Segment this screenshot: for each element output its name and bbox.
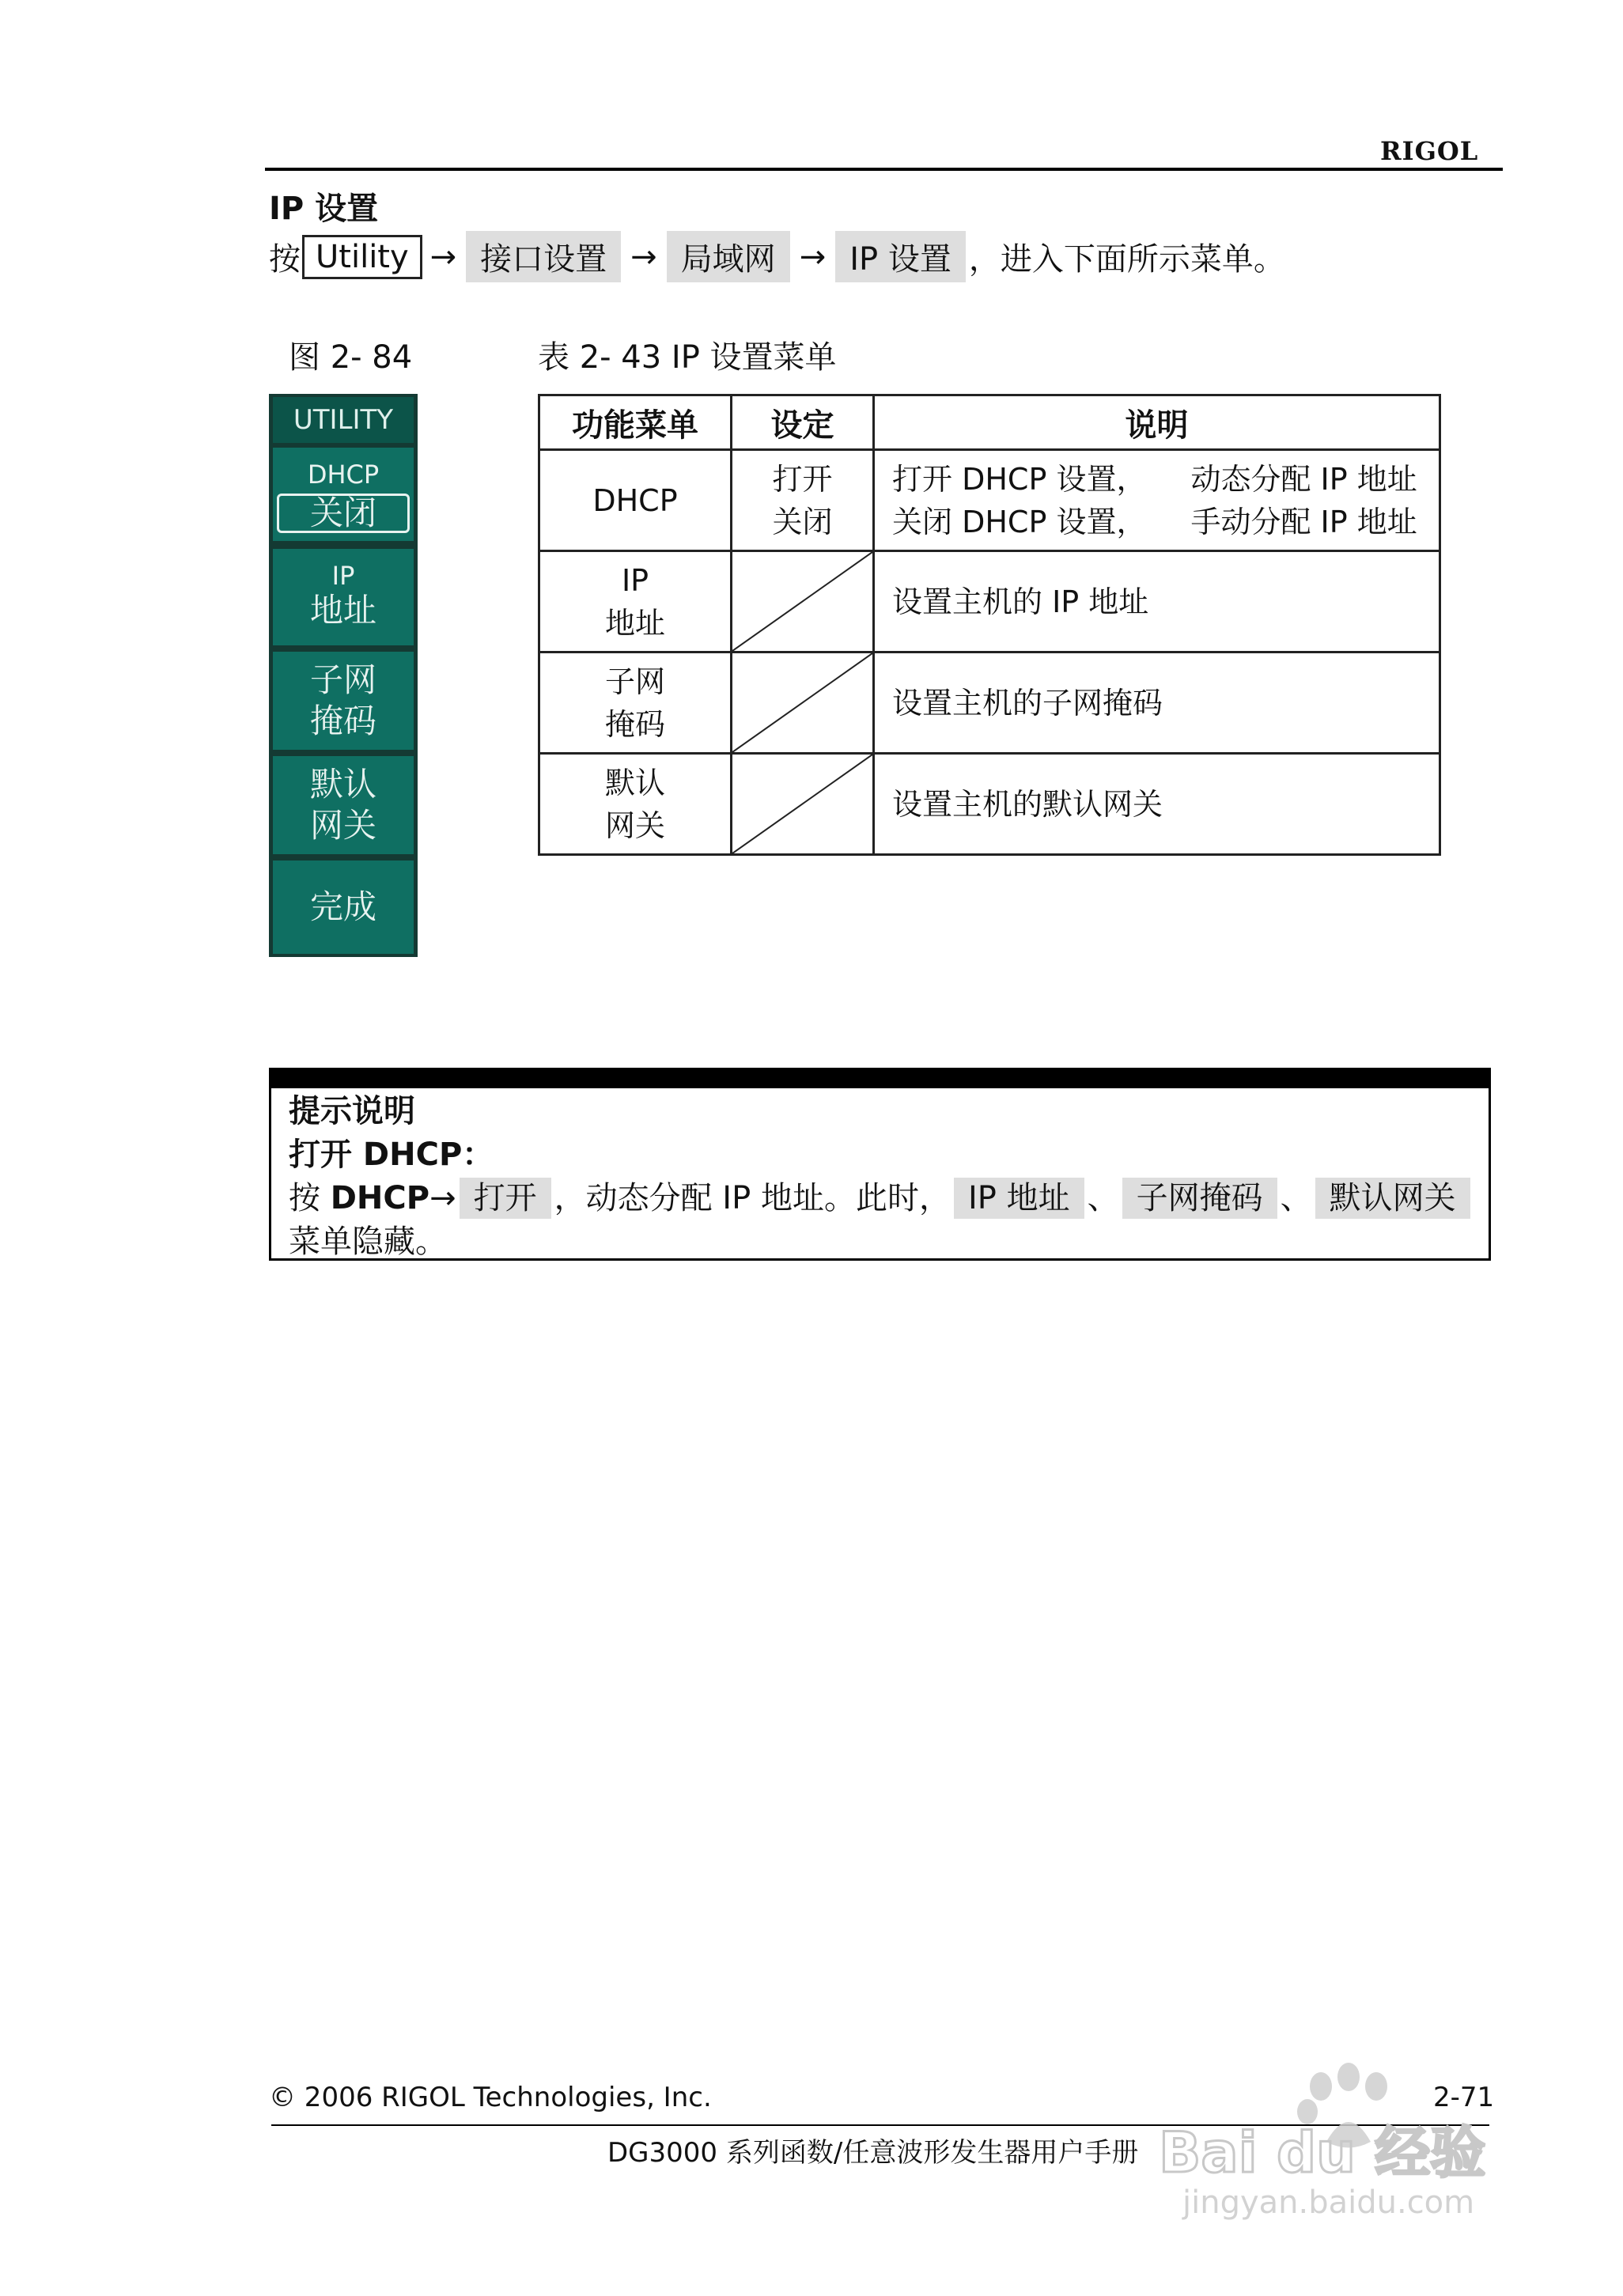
softkey-subnet-mask: 子网掩码 [1122,1178,1277,1219]
arrow-right-icon: → [630,238,657,275]
table-caption: 表 2- 43 IP 设置菜单 [538,339,837,376]
softkey-default-gateway: 默认网关 [1315,1178,1470,1219]
tip-header-bar [269,1068,1491,1088]
tip-prefix: 按 [289,1180,331,1216]
cell-function [539,754,732,855]
cell-description: 设置主机的 IP 地址 [874,551,1440,652]
path-prefix: 按 [269,241,301,278]
func-line1: 子网 [604,664,665,699]
table-row [539,652,1440,754]
watermark-logo: Bai du 经验 [1159,2120,1486,2185]
cell-description: 设置主机的子网掩码 [874,652,1440,754]
subnet-line1: 子网 [309,660,376,699]
utility-softkey-menu [269,394,418,957]
header-function: 功能菜单 [539,395,732,450]
func-line2: 地址 [604,605,665,641]
page-number: 2-71 [1433,2082,1495,2113]
tip-title: 提示说明 [289,1093,415,1129]
ip-settings-table [538,394,1441,856]
tip-box [269,1088,1491,1261]
cell-setting-empty [732,551,874,652]
baidu-watermark [1151,2055,1530,2221]
func-line2: 网关 [604,808,665,843]
subnet-line2: 掩码 [309,702,376,740]
table-row [539,551,1440,652]
softkey-interface: 接口设置 [466,231,621,282]
gateway-line1: 默认 [309,765,376,804]
func-line1: IP [621,562,649,598]
cell-setting-empty [732,652,874,754]
desc-b2: 手动分配 IP 地址 [1190,504,1417,539]
path-suffix: ，进入下面所示菜单。 [968,241,1285,278]
softkey-lan: 局域网 [667,231,790,282]
setting-on: 打开 [772,461,833,497]
cell-function [539,652,732,754]
desc-b1: 动态分配 IP 地址 [1190,461,1417,497]
dhcp-value: 关闭 [277,494,410,533]
header-description: 说明 [874,395,1440,450]
cell-setting [732,450,874,551]
watermark-url: jingyan.baidu.com [1182,2184,1475,2221]
header-setting: 设定 [732,395,874,450]
diagonal-slash [732,755,872,853]
table-row [539,450,1440,551]
figure-caption: 图 2- 84 [289,339,413,376]
tip-dhcp: DHCP [330,1180,430,1216]
softkey-ip-address: IP 地址 [954,1178,1084,1219]
copyright: © 2006 RIGOL Technologies, Inc. [269,2082,712,2113]
default-gateway-softkey[interactable] [273,756,414,854]
table-row [539,754,1440,855]
cell-function: DHCP [539,450,732,551]
ip-line1: IP [331,561,355,591]
separator: 、 [1087,1180,1119,1216]
gateway-line2: 网关 [309,806,376,845]
cell-function [539,551,732,652]
menu-path [269,231,1285,282]
done-softkey[interactable]: 完成 [273,861,414,954]
brand-logo-text: RIGOL [1380,136,1479,166]
diagonal-slash [732,653,872,752]
cell-setting-empty [732,754,874,855]
dhcp-softkey[interactable] [273,448,414,541]
arrow-right-icon: → [429,238,457,275]
utility-key: Utility [302,235,422,279]
func-line1: 默认 [604,765,665,800]
header-rule [265,168,1503,171]
desc-a2: 关闭 DHCP 设置， [892,504,1147,539]
section-title: IP 设置 [269,191,379,227]
tip-line1 [289,1177,1471,1220]
setting-off: 关闭 [772,504,833,539]
tip-subtitle: 打开 DHCP： [289,1137,494,1173]
cell-description [874,450,1440,551]
softkey-open: 打开 [460,1178,551,1219]
separator: 、 [1280,1180,1312,1216]
subnet-mask-softkey[interactable] [273,652,414,750]
desc-a1: 打开 DHCP 设置， [892,461,1147,497]
arrow-right-icon: → [799,238,827,275]
tip-mid: ，动态分配 IP 地址。此时， [554,1180,951,1216]
func-line2: 掩码 [604,706,665,742]
table-header-row [539,395,1440,450]
cell-description: 设置主机的默认网关 [874,754,1440,855]
diagonal-slash [732,552,872,651]
ip-address-softkey[interactable] [273,549,414,645]
manual-title: DG3000 系列函数/任意波形发生器用户手册 [607,2137,1139,2169]
softkey-ip-setting: IP 设置 [835,231,966,282]
arrow-right-icon: → [429,1180,456,1216]
ip-line2: 地址 [309,591,376,630]
menu-title: UTILITY [273,397,414,443]
tip-line2: 菜单隐藏。 [289,1224,447,1260]
dhcp-label: DHCP [307,460,380,490]
